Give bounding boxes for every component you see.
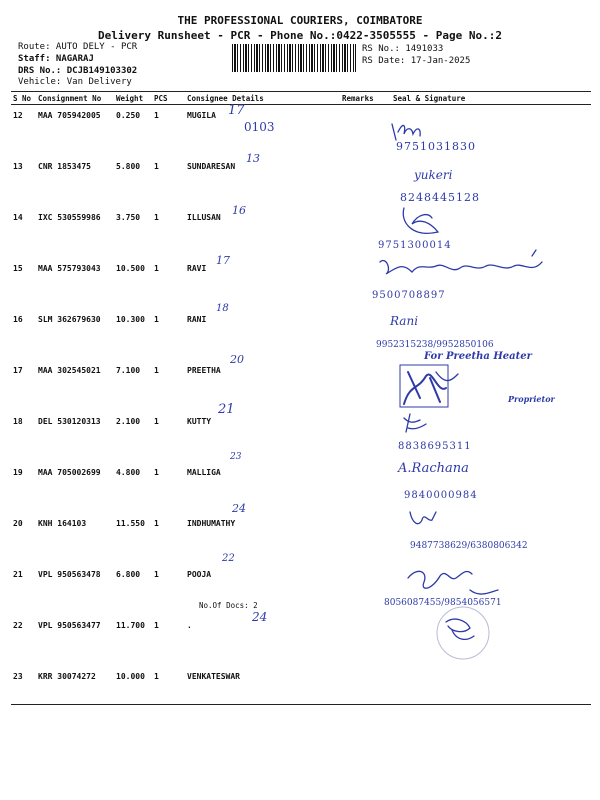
cell-pcs: 1	[154, 621, 159, 630]
cell-sno: 20	[13, 519, 23, 528]
hw-phone: 9487738629/6380806342	[410, 541, 528, 551]
col-pcs: PCS	[152, 92, 185, 105]
cell-weight: 4.800	[116, 468, 141, 477]
cell-weight: 2.100	[116, 417, 141, 426]
cell-weight: 7.100	[116, 366, 141, 375]
cell-consignee: MUGILA	[187, 111, 216, 120]
cell-pcs: 1	[154, 162, 159, 171]
cell-consignment: CNR 1853475	[38, 162, 91, 171]
cell-consignment: SLM 362679630	[38, 315, 101, 324]
hw-signature-name: yukeri	[414, 168, 453, 182]
hw-phone: 9952315238/9952850106	[376, 340, 494, 350]
hw-row-number: 17	[228, 103, 245, 118]
cell-consignee: ILLUSAN	[187, 213, 221, 222]
hw-phone: 8838695311	[398, 441, 472, 452]
drs-number: DRS No.: DCJB149103302	[18, 66, 138, 76]
hw-signature-name: A.Rachana	[398, 461, 469, 476]
signature	[410, 512, 436, 524]
cell-sno: 18	[13, 417, 23, 426]
cell-pcs: 1	[154, 315, 159, 324]
cell-pcs: 1	[154, 468, 159, 477]
route-label: Route: AUTO DELY - PCR	[18, 42, 138, 52]
col-consignment: Consignment No	[36, 92, 114, 105]
runsheet-subtitle: Delivery Runsheet - PCR - Phone No.:0422-3505555 - Page No.:2	[98, 29, 502, 42]
cell-weight: 5.800	[116, 162, 141, 171]
cell-consignee: RAVI	[187, 264, 207, 273]
stamp-text: For Preetha Heater	[424, 351, 532, 362]
hw-note: 0103	[244, 120, 275, 134]
cell-consignment: MAA 575793043	[38, 264, 101, 273]
cell-consignment: VPL 950563478	[38, 570, 101, 579]
cell-consignee: MALLIGA	[187, 468, 221, 477]
hw-phone: 8248445128	[400, 191, 480, 204]
company-title: THE PROFESSIONAL COURIERS, COIMBATORE	[177, 14, 423, 27]
col-weight: Weight	[114, 92, 152, 105]
staff-label: Staff: NAGARAJ	[18, 54, 94, 64]
signature	[408, 571, 498, 594]
cell-sno: 19	[13, 468, 23, 477]
hw-row-number: 22	[222, 553, 235, 564]
cell-consignment: VPL 950563477	[38, 621, 101, 630]
hw-phone: 9751031830	[396, 140, 476, 153]
signature	[403, 208, 438, 233]
cell-weight: 6.800	[116, 570, 141, 579]
cell-pcs: 1	[154, 570, 159, 579]
stamp-subtext: Proprietor	[508, 394, 555, 404]
hw-row-number: 24	[232, 502, 246, 515]
signature	[446, 619, 474, 639]
hw-row-number: 21	[218, 402, 235, 417]
cell-weight: 11.550	[116, 519, 145, 528]
cell-consignment: MAA 705002699	[38, 468, 101, 477]
hw-row-number: 20	[230, 353, 244, 366]
hw-row-number: 17	[216, 254, 230, 267]
cell-consignment: KNH 164103	[38, 519, 87, 528]
cell-pcs: 1	[154, 264, 159, 273]
hw-row-number: 18	[216, 303, 229, 314]
cell-weight: 10.000	[114, 666, 152, 705]
vehicle-label: Vehicle: Van Delivery	[18, 77, 132, 87]
signature	[380, 250, 542, 274]
signature	[404, 414, 426, 432]
hw-row-number: 23	[230, 452, 242, 462]
hw-row-number: 24	[252, 610, 268, 624]
cell-consignment: MAA 302545021	[38, 366, 101, 375]
col-signature: Seal & Signature	[391, 92, 591, 105]
hw-phone: 9751300014	[378, 240, 452, 251]
cell-sno: 13	[13, 162, 23, 171]
cell-sno: 21	[13, 570, 23, 579]
cell-weight: 3.750	[116, 213, 141, 222]
cell-weight: 11.700	[116, 621, 145, 630]
cell-sno: 16	[13, 315, 23, 324]
rs-number: RS No.: 1491033	[362, 44, 444, 54]
cell-consignment: MAA 705942005	[38, 111, 101, 120]
col-consignee: Consignee Details	[185, 92, 340, 105]
cell-sno: 23	[11, 666, 36, 705]
cell-pcs: 1	[154, 519, 159, 528]
round-stamp	[437, 607, 489, 659]
cell-consignment: KRR 30074272	[36, 666, 114, 705]
cell-consignee: INDHUMATHY	[187, 519, 236, 528]
cell-pcs: 1	[152, 666, 185, 705]
cell-consignee: KUTTY	[187, 417, 212, 426]
col-remarks: Remarks	[340, 92, 391, 105]
cell-weight: 10.500	[116, 264, 145, 273]
cell-consignee: VENKATESWAR	[185, 666, 340, 705]
hw-phone: 9840000984	[404, 490, 478, 501]
cell-consignee: SUNDARESAN	[187, 162, 236, 171]
hw-row-number: 13	[246, 152, 260, 165]
cell-pcs: 1	[154, 111, 159, 120]
cell-consignment: DEL 530120313	[38, 417, 101, 426]
signature	[392, 124, 420, 140]
cell-pcs: 1	[154, 366, 159, 375]
cell-consignee: .	[187, 621, 192, 630]
cell-pcs: 1	[154, 417, 159, 426]
cell-consignee: POOJA	[187, 570, 212, 579]
cell-sno: 15	[13, 264, 23, 273]
cell-sno: 14	[13, 213, 23, 222]
cell-sno: 22	[13, 621, 23, 630]
col-sno: S No	[11, 92, 36, 105]
cell-weight: 10.300	[116, 315, 145, 324]
cell-pcs: 1	[154, 213, 159, 222]
cell-sno: 12	[13, 111, 23, 120]
no-of-docs: No.Of Docs: 2	[199, 601, 258, 610]
hw-phone: 8056087455/9854056571	[384, 598, 502, 608]
hw-signature-name: Rani	[390, 314, 419, 328]
cell-sno: 17	[13, 366, 23, 375]
cell-consignee: PREETHA	[187, 366, 221, 375]
rs-date: RS Date: 17-Jan-2025	[362, 56, 471, 66]
cell-weight: 0.250	[116, 111, 141, 120]
hw-phone: 9500708897	[372, 290, 446, 301]
cell-consignment: IXC 530559986	[38, 213, 101, 222]
signature	[436, 372, 458, 381]
cell-consignee: RANI	[187, 315, 207, 324]
hw-row-number: 16	[232, 204, 246, 217]
